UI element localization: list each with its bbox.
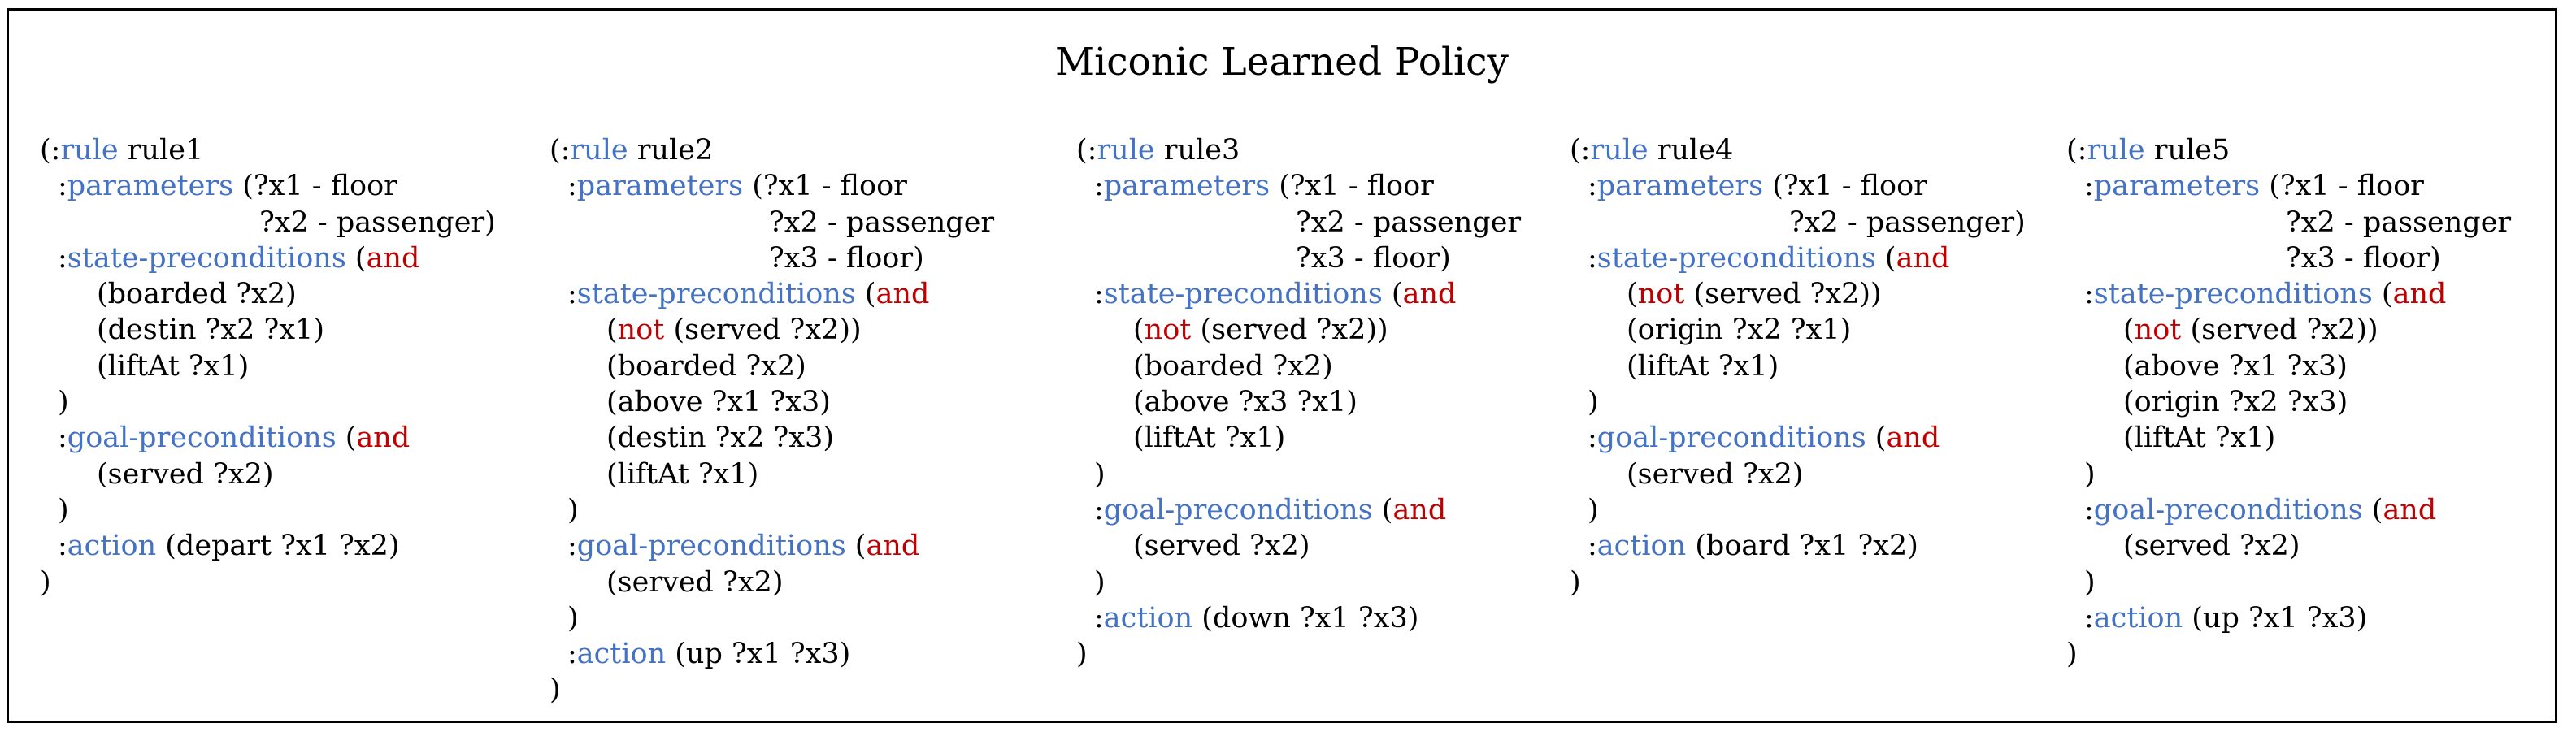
parameter-line <box>550 240 994 276</box>
goal-preconditions-keyword: goal-preconditions <box>2093 493 2363 526</box>
space <box>1763 170 1772 202</box>
rule-keyword: rule <box>60 134 119 167</box>
parameters-keyword: parameters <box>576 170 744 203</box>
space <box>2183 602 2192 634</box>
not-operator: not <box>2134 314 2182 347</box>
parameters-keyword: parameters <box>1596 170 1764 203</box>
goal-precondition-item <box>2066 528 2511 564</box>
state-precondition-item <box>550 384 994 420</box>
punctuation: ) <box>1094 457 1106 491</box>
parameters-keyword: parameters <box>67 170 234 203</box>
predicate: (served ?x2)) <box>673 314 862 347</box>
action-keyword: action <box>576 638 667 671</box>
action-keyword: action <box>67 530 157 563</box>
closing-paren <box>2066 457 2511 492</box>
space <box>666 638 675 670</box>
and-operator: and <box>875 278 930 311</box>
predicate: (boarded ?x2) <box>606 349 806 383</box>
parameter-line <box>40 205 496 240</box>
state-precondition-item <box>40 349 496 384</box>
predicate: (boarded ?x2) <box>1133 349 1333 383</box>
punctuation: ( <box>2372 278 2393 311</box>
state-preconditions-keyword: state-preconditions <box>67 241 346 275</box>
punctuation: : <box>58 530 67 563</box>
state-precondition-item <box>40 276 496 312</box>
punctuation: ( <box>1133 314 1145 347</box>
parameters-line <box>2066 168 2511 204</box>
goal-precondition-item <box>40 457 496 492</box>
rule-keyword: rule <box>2087 134 2145 167</box>
predicate: (served ?x2) <box>1627 457 1804 491</box>
rule-closing-paren <box>1570 565 2026 600</box>
rule-block-4 <box>1570 132 2026 600</box>
state-preconditions-line <box>1570 240 2026 276</box>
predicate: (served ?x2) <box>97 457 274 491</box>
rule-closing-paren <box>550 672 994 708</box>
predicate: (boarded ?x2) <box>97 278 297 311</box>
state-precondition-item <box>550 349 994 384</box>
predicate: (destin ?x2 ?x3) <box>606 422 834 455</box>
parameter-line <box>2066 205 2511 240</box>
state-precondition-item <box>550 312 994 348</box>
rule-closing-paren <box>1076 636 1521 672</box>
goal-preconditions-keyword: goal-preconditions <box>67 422 337 455</box>
goal-precondition-item <box>550 565 994 600</box>
action-keyword: action <box>1103 601 1193 634</box>
and-operator: and <box>1402 278 1457 311</box>
predicate: (liftAt ?x1) <box>97 349 250 383</box>
parameter-item: (?x1 - floor <box>752 170 907 203</box>
action-line <box>1076 600 1521 636</box>
action-value: (down ?x1 ?x3) <box>1201 601 1419 634</box>
punctuation: : <box>2084 493 2094 526</box>
and-operator: and <box>2383 493 2437 526</box>
predicate: (served ?x2)) <box>1200 314 1388 347</box>
space <box>1155 134 1164 167</box>
punctuation: ) <box>58 386 69 419</box>
state-preconditions-keyword: state-preconditions <box>1596 241 1876 275</box>
goal-precondition-item <box>1076 528 1521 564</box>
action-value: (up ?x1 ?x3) <box>2192 601 2368 634</box>
goal-preconditions-keyword: goal-preconditions <box>1596 422 1866 455</box>
page-title: Miconic Learned Policy <box>1055 40 1509 84</box>
parameter-item: ?x2 - passenger <box>769 206 995 239</box>
punctuation: (: <box>40 134 61 167</box>
and-operator: and <box>1896 241 1950 275</box>
closing-paren <box>1076 565 1521 600</box>
closing-paren <box>40 492 496 528</box>
rule-name: rule2 <box>636 134 714 167</box>
parameter-item: ?x2 - passenger <box>2286 206 2512 239</box>
parameter-line <box>1570 205 2026 240</box>
punctuation: ) <box>58 493 69 526</box>
punctuation: ( <box>2362 493 2383 526</box>
punctuation: ) <box>2084 457 2096 491</box>
parameter-item: (?x1 - floor <box>2269 170 2424 203</box>
parameter-item: ?x3 - floor) <box>2286 241 2441 275</box>
closing-paren <box>1076 457 1521 492</box>
rule-header-line <box>1076 132 1521 168</box>
punctuation: : <box>2084 278 2094 311</box>
state-precondition-item <box>2066 420 2511 456</box>
and-operator: and <box>866 530 920 563</box>
punctuation: : <box>1588 422 1597 455</box>
rule-closing-paren <box>40 565 496 600</box>
space <box>233 170 242 202</box>
punctuation: ) <box>567 601 579 634</box>
action-line <box>1570 528 2026 564</box>
punctuation: : <box>1588 241 1597 275</box>
space <box>628 134 637 167</box>
space <box>664 314 673 346</box>
rule-block-1 <box>40 132 496 600</box>
goal-preconditions-keyword: goal-preconditions <box>576 530 846 563</box>
state-precondition-item <box>1076 312 1521 348</box>
goal-preconditions-line <box>550 528 994 564</box>
space <box>2181 314 2190 346</box>
and-operator: and <box>2392 278 2447 311</box>
state-precondition-item <box>1076 420 1521 456</box>
predicate: (origin ?x2 ?x1) <box>1627 314 1852 347</box>
predicate: (origin ?x2 ?x3) <box>2123 386 2348 419</box>
punctuation: ) <box>567 493 579 526</box>
action-line <box>550 636 994 672</box>
punctuation: : <box>2084 601 2094 634</box>
punctuation: (: <box>550 134 571 167</box>
predicate: (liftAt ?x1) <box>2123 422 2276 455</box>
punctuation: ( <box>2123 314 2135 347</box>
state-precondition-item <box>550 457 994 492</box>
punctuation: ( <box>855 278 876 311</box>
state-preconditions-keyword: state-preconditions <box>2093 278 2373 311</box>
and-operator: and <box>1886 422 1940 455</box>
rule-name: rule3 <box>1163 134 1240 167</box>
parameters-keyword: parameters <box>2093 170 2261 203</box>
closing-paren <box>40 384 496 420</box>
space <box>1191 314 1200 346</box>
punctuation: : <box>567 530 577 563</box>
and-operator: and <box>1392 493 1447 526</box>
predicate: (served ?x2)) <box>2190 314 2378 347</box>
parameter-line <box>550 205 994 240</box>
action-value: (up ?x1 ?x3) <box>675 638 851 671</box>
goal-preconditions-line <box>40 420 496 456</box>
parameter-item: ?x2 - passenger) <box>1789 206 2026 239</box>
punctuation: ( <box>845 530 867 563</box>
parameters-line <box>40 168 496 204</box>
punctuation: ) <box>550 673 561 707</box>
rule-block-2 <box>550 132 994 708</box>
action-keyword: action <box>1596 530 1687 563</box>
not-operator: not <box>617 314 665 347</box>
punctuation: : <box>567 638 577 671</box>
closing-paren <box>1570 384 2026 420</box>
predicate: (destin ?x2 ?x1) <box>97 314 324 347</box>
punctuation: ) <box>1588 386 1599 419</box>
goal-preconditions-line <box>1076 492 1521 528</box>
punctuation: : <box>58 170 67 203</box>
state-preconditions-line <box>40 240 496 276</box>
parameter-item: ?x3 - floor) <box>769 241 924 275</box>
state-precondition-item <box>2066 349 2511 384</box>
space <box>2145 134 2154 167</box>
rule-header-line <box>2066 132 2511 168</box>
punctuation: : <box>58 241 67 275</box>
rule-header-line <box>550 132 994 168</box>
parameters-line <box>550 168 994 204</box>
state-preconditions-keyword: state-preconditions <box>1103 278 1383 311</box>
parameter-item: ?x2 - passenger) <box>259 206 496 239</box>
punctuation: : <box>567 170 577 203</box>
state-precondition-item <box>1570 349 2026 384</box>
rule-header-line <box>1570 132 2026 168</box>
and-operator: and <box>356 422 411 455</box>
predicate: (above ?x1 ?x3) <box>606 386 831 419</box>
space <box>2260 170 2269 202</box>
parameter-item: (?x1 - floor <box>242 170 397 203</box>
punctuation: ) <box>1076 638 1088 671</box>
and-operator: and <box>366 241 420 275</box>
space <box>1684 278 1693 310</box>
predicate: (served ?x2) <box>2123 530 2300 563</box>
closing-paren <box>550 600 994 636</box>
punctuation: : <box>58 422 67 455</box>
punctuation: : <box>1094 493 1104 526</box>
action-value: (depart ?x1 ?x2) <box>165 530 400 563</box>
parameter-line <box>1076 205 1521 240</box>
parameters-keyword: parameters <box>1103 170 1271 203</box>
punctuation: : <box>1094 170 1104 203</box>
action-value: (board ?x1 ?x2) <box>1695 530 1918 563</box>
state-preconditions-line <box>2066 276 2511 312</box>
punctuation: : <box>1094 278 1104 311</box>
state-precondition-item <box>1570 276 2026 312</box>
punctuation: ) <box>2084 565 2096 599</box>
rule-keyword: rule <box>1590 134 1649 167</box>
punctuation: ( <box>606 314 618 347</box>
predicate: (above ?x3 ?x1) <box>1133 386 1358 419</box>
state-precondition-item <box>1076 384 1521 420</box>
closing-paren <box>2066 565 2511 600</box>
space <box>119 134 128 167</box>
predicate: (liftAt ?x1) <box>606 457 759 491</box>
state-preconditions-line <box>550 276 994 312</box>
predicate: (liftAt ?x1) <box>1133 422 1286 455</box>
parameter-item: (?x1 - floor <box>1772 170 1927 203</box>
policy-frame <box>7 8 2557 723</box>
state-precondition-item <box>1076 349 1521 384</box>
punctuation: : <box>1094 601 1104 634</box>
predicate: (served ?x2) <box>1133 530 1310 563</box>
punctuation: ) <box>1570 565 1581 599</box>
punctuation: ) <box>2066 638 2078 671</box>
parameter-item: ?x3 - floor) <box>1296 241 1451 275</box>
rule-name: rule5 <box>2153 134 2231 167</box>
rule-keyword: rule <box>1097 134 1155 167</box>
punctuation: ( <box>345 241 367 275</box>
goal-preconditions-keyword: goal-preconditions <box>1103 493 1373 526</box>
punctuation: : <box>1588 170 1597 203</box>
rule-keyword: rule <box>570 134 628 167</box>
action-line <box>2066 600 2511 636</box>
punctuation: ) <box>1094 565 1106 599</box>
parameter-item: (?x1 - floor <box>1279 170 1434 203</box>
rule-name: rule4 <box>1657 134 1734 167</box>
punctuation: (: <box>2066 134 2087 167</box>
action-keyword: action <box>2093 601 2183 634</box>
state-precondition-item <box>40 312 496 348</box>
punctuation: : <box>567 278 577 311</box>
predicate: (liftAt ?x1) <box>1627 349 1779 383</box>
goal-preconditions-line <box>1570 420 2026 456</box>
rule-closing-paren <box>2066 636 2511 672</box>
punctuation: ) <box>1588 493 1599 526</box>
rule-block-3 <box>1076 132 1521 672</box>
state-precondition-item <box>2066 384 2511 420</box>
punctuation: (: <box>1570 134 1591 167</box>
state-precondition-item <box>550 420 994 456</box>
punctuation: ( <box>1627 278 1638 311</box>
space <box>743 170 752 202</box>
punctuation: ( <box>1382 278 1403 311</box>
space <box>1270 170 1279 202</box>
parameters-line <box>1076 168 1521 204</box>
goal-preconditions-line <box>2066 492 2511 528</box>
punctuation: ( <box>1866 422 1887 455</box>
parameter-line <box>2066 240 2511 276</box>
punctuation: ( <box>1372 493 1393 526</box>
rule-block-5 <box>2066 132 2511 672</box>
punctuation: : <box>2084 170 2094 203</box>
closing-paren <box>1570 492 2026 528</box>
space <box>1192 602 1201 634</box>
state-precondition-item <box>1570 312 2026 348</box>
goal-precondition-item <box>1570 457 2026 492</box>
state-precondition-item <box>2066 312 2511 348</box>
punctuation: (: <box>1076 134 1097 167</box>
space <box>1649 134 1657 167</box>
rule-name: rule1 <box>127 134 204 167</box>
predicate: (above ?x1 ?x3) <box>2123 349 2348 383</box>
punctuation: ) <box>40 565 51 599</box>
punctuation: : <box>1588 530 1597 563</box>
predicate: (served ?x2)) <box>1693 278 1882 311</box>
parameter-item: ?x2 - passenger <box>1296 206 1522 239</box>
parameters-line <box>1570 168 2026 204</box>
parameter-line <box>1076 240 1521 276</box>
state-preconditions-line <box>1076 276 1521 312</box>
space <box>156 530 165 562</box>
rule-header-line <box>40 132 496 168</box>
action-line <box>40 528 496 564</box>
punctuation: ( <box>336 422 357 455</box>
closing-paren <box>550 492 994 528</box>
space <box>1686 530 1695 562</box>
not-operator: not <box>1144 314 1192 347</box>
state-preconditions-keyword: state-preconditions <box>576 278 856 311</box>
punctuation: ( <box>1875 241 1896 275</box>
not-operator: not <box>1637 278 1685 311</box>
predicate: (served ?x2) <box>606 565 784 599</box>
